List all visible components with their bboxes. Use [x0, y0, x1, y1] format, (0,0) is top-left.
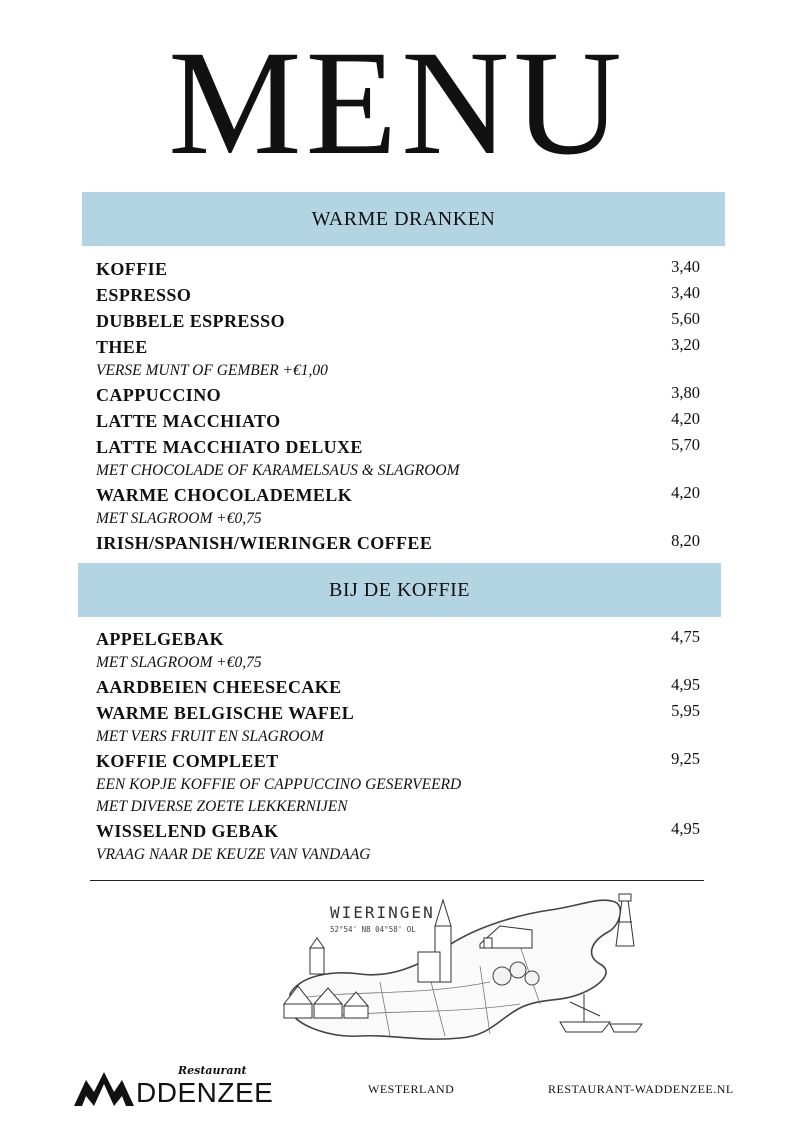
menu-item-price: 3,40: [671, 283, 700, 302]
menu-item-name: AARDBEIEN CHEESECAKE: [96, 677, 342, 697]
menu-item-name: THEE: [96, 337, 148, 357]
menu-item: [96, 700, 700, 726]
section-warme-dranken: [96, 256, 700, 556]
menu-item-price: 9,25: [671, 749, 700, 768]
menu-item-price: 4,95: [671, 675, 700, 694]
menu-item-price: 3,80: [671, 383, 700, 402]
menu-item: [96, 408, 700, 434]
menu-item-note: [96, 360, 700, 382]
menu-item: [96, 434, 700, 460]
menu-item-name: ESPRESSO: [96, 285, 192, 305]
menu-title: MENU: [168, 20, 626, 186]
island-map-illustration: [270, 886, 650, 1056]
menu-item-price: 4,20: [671, 483, 700, 502]
menu-item-note-text: VERSE MUNT OF GEMBER +€1,00: [96, 362, 328, 379]
menu-item-name: WARME CHOCOLADEMELK: [96, 485, 353, 505]
footer-website: RESTAURANT-WADDENZEE.NL: [548, 1082, 734, 1096]
menu-item-name: KOFFIE: [96, 259, 168, 279]
menu-item-note: [96, 652, 700, 674]
menu-item-note-text: MET SLAGROOM +€0,75: [96, 654, 262, 671]
menu-item-note: [96, 460, 700, 482]
menu-item-note-text: MET VERS FRUIT EN SLAGROOM: [96, 728, 324, 745]
map-coordinates: 52°54' NB 04°58' OL: [330, 925, 416, 934]
menu-item-name: CAPPUCCINO: [96, 385, 221, 405]
menu-item-name: KOFFIE COMPLEET: [96, 751, 279, 771]
section-bij-de-koffie: [96, 626, 700, 866]
menu-item: [96, 282, 700, 308]
mountain-w-logo-icon: [74, 1072, 134, 1106]
menu-item-note-text: MET DIVERSE ZOETE LEKKERNIJEN: [96, 798, 348, 815]
menu-item-price: 5,60: [671, 309, 700, 328]
menu-item-price: 5,70: [671, 435, 700, 454]
menu-item-name: WARME BELGISCHE WAFEL: [96, 703, 355, 723]
menu-item-name: LATTE MACCHIATO DELUXE: [96, 437, 363, 457]
map-title: WIERINGEN: [330, 903, 435, 922]
menu-item-note: [96, 844, 700, 866]
footer-location: WESTERLAND: [368, 1082, 455, 1096]
menu-item-note: [96, 796, 700, 818]
menu-item-note: [96, 726, 700, 748]
menu-item: [96, 334, 700, 360]
menu-item-price: 4,75: [671, 627, 700, 646]
boats-icon: [560, 994, 642, 1032]
menu-item-note-text: MET CHOCOLADE OF KARAMELSAUS & SLAGROOM: [96, 462, 460, 479]
section-heading-warme-dranken: WARME DRANKEN: [82, 192, 725, 246]
divider-line: [90, 880, 704, 881]
menu-item: [96, 482, 700, 508]
menu-item: [96, 748, 700, 774]
menu-item-note-text: VRAAG NAAR DE KEUZE VAN VANDAAG: [96, 846, 371, 863]
menu-item-name: WISSELEND GEBAK: [96, 821, 279, 841]
menu-item-price: 8,20: [671, 531, 700, 550]
menu-item-price: 5,95: [671, 701, 700, 720]
menu-item-name: APPELGEBAK: [96, 629, 225, 649]
menu-item: [96, 818, 700, 844]
menu-item-name: LATTE MACCHIATO: [96, 411, 281, 431]
logo-script: Restaurant: [178, 1064, 247, 1077]
restaurant-logo: [74, 1062, 274, 1112]
menu-item-price: 3,40: [671, 257, 700, 276]
menu-item-price: 4,95: [671, 819, 700, 838]
menu-item-note-text: EEN KOPJE KOFFIE OF CAPPUCCINO GESERVEERD: [96, 776, 462, 793]
menu-item-name: DUBBELE ESPRESSO: [96, 311, 285, 331]
menu-item: [96, 530, 700, 556]
menu-item: [96, 626, 700, 652]
menu-item: [96, 674, 700, 700]
menu-item-note: [96, 508, 700, 530]
menu-item: [96, 308, 700, 334]
logo-text: DDENZEE: [136, 1077, 274, 1108]
menu-item-name: IRISH/SPANISH/WIERINGER COFFEE: [96, 533, 433, 553]
menu-item: [96, 256, 700, 282]
menu-item-price: 4,20: [671, 409, 700, 428]
menu-item-note: [96, 774, 700, 796]
menu-item-note-text: MET SLAGROOM +€0,75: [96, 510, 262, 527]
menu-item: [96, 382, 700, 408]
menu-item-price: 3,20: [671, 335, 700, 354]
section-heading-bij-de-koffie: BIJ DE KOFFIE: [78, 563, 721, 617]
